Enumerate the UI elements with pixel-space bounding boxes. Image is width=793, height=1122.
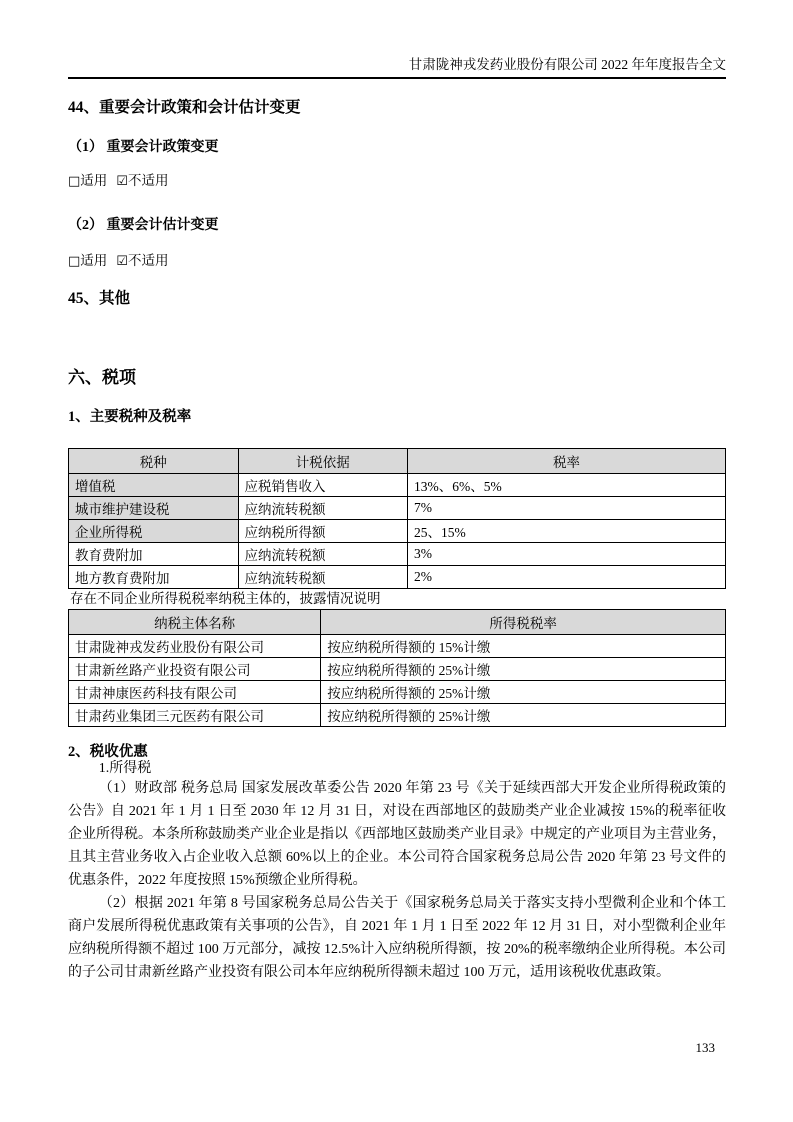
heading-6-2: 2、税收优惠 [68,744,148,760]
heading-6-1: 1、主要税种及税率 [68,409,192,425]
table-cell: 按应纳税所得额的 15%计缴 [321,635,726,658]
income-tax-label: 1.所得税 [98,761,152,776]
checkbox-unchecked-icon: □ [68,174,81,189]
table-cell: 应纳流转税额 [238,543,408,566]
table-cell: 应纳税所得额 [238,520,408,543]
heading-44-1: （1） 重要会计政策变更 [68,140,219,155]
applicability-line-1 [68,173,726,190]
table-header-row [69,610,726,635]
table-cell: 地方教育费附加 [69,566,239,589]
tax-rates-table [68,448,726,589]
column-header: 税种 [69,449,239,474]
table-row [69,520,726,543]
applicable-label: 适用 [80,253,108,268]
checkbox-checked-icon: ☑ [116,174,128,189]
table-cell: 甘肃药业集团三元医药有限公司 [69,704,321,727]
heading-44: 44、重要会计政策和会计估计变更 [68,99,301,116]
not-applicable-label: 不适用 [127,253,169,268]
table-cell: 应纳流转税额 [238,497,408,520]
header-title: 甘肃陇神戎发药业股份有限公司 2022 年年度报告全文 [408,57,726,72]
applicable-label: 适用 [80,173,108,188]
column-header: 税率 [408,449,726,474]
checkbox-unchecked-icon: □ [68,254,81,269]
applicability-line-2 [68,253,726,270]
paragraph-tax-policy-1: （1）财政部 税务总局 国家发展改革委公告 2020 年第 23 号《关于延续西部大开发企业所得税政策的公告》自 2021 年 1 月 1 日至 2030 年 12 月 31 日，对设在西部地区的鼓励类产业企业减按 15%的税率征收企业所得税。本条所称鼓励类产业企业是指以《西部地区鼓励类产业目录》中规定的产业项目为主营业务，且其主营业务收入占企业收入总额 60%以上的企业。本公司符合国家税务总局公告 2020 年第 23 号文件的优惠条件，2022 年度按照 15%预缴企业所得税。 [68,781,726,888]
table-cell: 25、15% [408,520,726,543]
table-row [69,497,726,520]
page-number: 133 [695,1040,715,1055]
table-row [69,704,726,727]
table-cell: 甘肃神康医药科技有限公司 [69,681,321,704]
heading-45: 45、其他 [68,290,131,307]
disclosure-note: 存在不同企业所得税税率纳税主体的，披露情况说明 [70,591,381,606]
paragraph-tax-policy-2: （2）根据 2021 年第 8 号国家税务总局公告关于《国家税务总局关于落实支持小型微利企业和个体工商户发展所得税优惠政策有关事项的公告》，自 2021 年 1 月 1 日至 2022 年 12 月 31 日，对小型微利企业年应纳税所得额不超过 100 万元部分，减按 12.5%计入应纳税所得额，按 20%的税率缴纳企业所得税。本公司的子公司甘肃新丝路产业投资有限公司本年应纳税所得额未超过 100 万元，适用该税收优惠政策。 [68,896,726,980]
table-header-row [69,449,726,474]
table-row [69,543,726,566]
table-cell: 甘肃新丝路产业投资有限公司 [69,658,321,681]
table-cell: 2% [408,566,726,589]
table-cell: 13%、6%、5% [408,474,726,497]
table-row [69,474,726,497]
table-cell: 7% [408,497,726,520]
heading-section-6: 六、税项 [68,368,136,387]
column-header: 计税依据 [238,449,408,474]
table-row [69,681,726,704]
table-cell: 增值税 [69,474,239,497]
table-row [69,635,726,658]
table-row [69,658,726,681]
not-applicable-label: 不适用 [127,173,169,188]
table-cell: 甘肃陇神戎发药业股份有限公司 [69,635,321,658]
table-cell: 教育费附加 [69,543,239,566]
column-header: 纳税主体名称 [69,610,321,635]
document-header [68,0,726,79]
table-cell: 应税销售收入 [238,474,408,497]
taxpayer-entities-table [68,609,726,727]
table-cell: 按应纳税所得额的 25%计缴 [321,658,726,681]
table-cell: 按应纳税所得额的 25%计缴 [321,704,726,727]
table-row [69,566,726,589]
table-cell: 城市维护建设税 [69,497,239,520]
table-cell: 按应纳税所得额的 25%计缴 [321,681,726,704]
table-cell: 应纳流转税额 [238,566,408,589]
table-cell: 3% [408,543,726,566]
table-cell: 企业所得税 [69,520,239,543]
heading-44-2: （2） 重要会计估计变更 [68,218,219,233]
column-header: 所得税税率 [321,610,726,635]
checkbox-checked-icon: ☑ [116,254,128,269]
